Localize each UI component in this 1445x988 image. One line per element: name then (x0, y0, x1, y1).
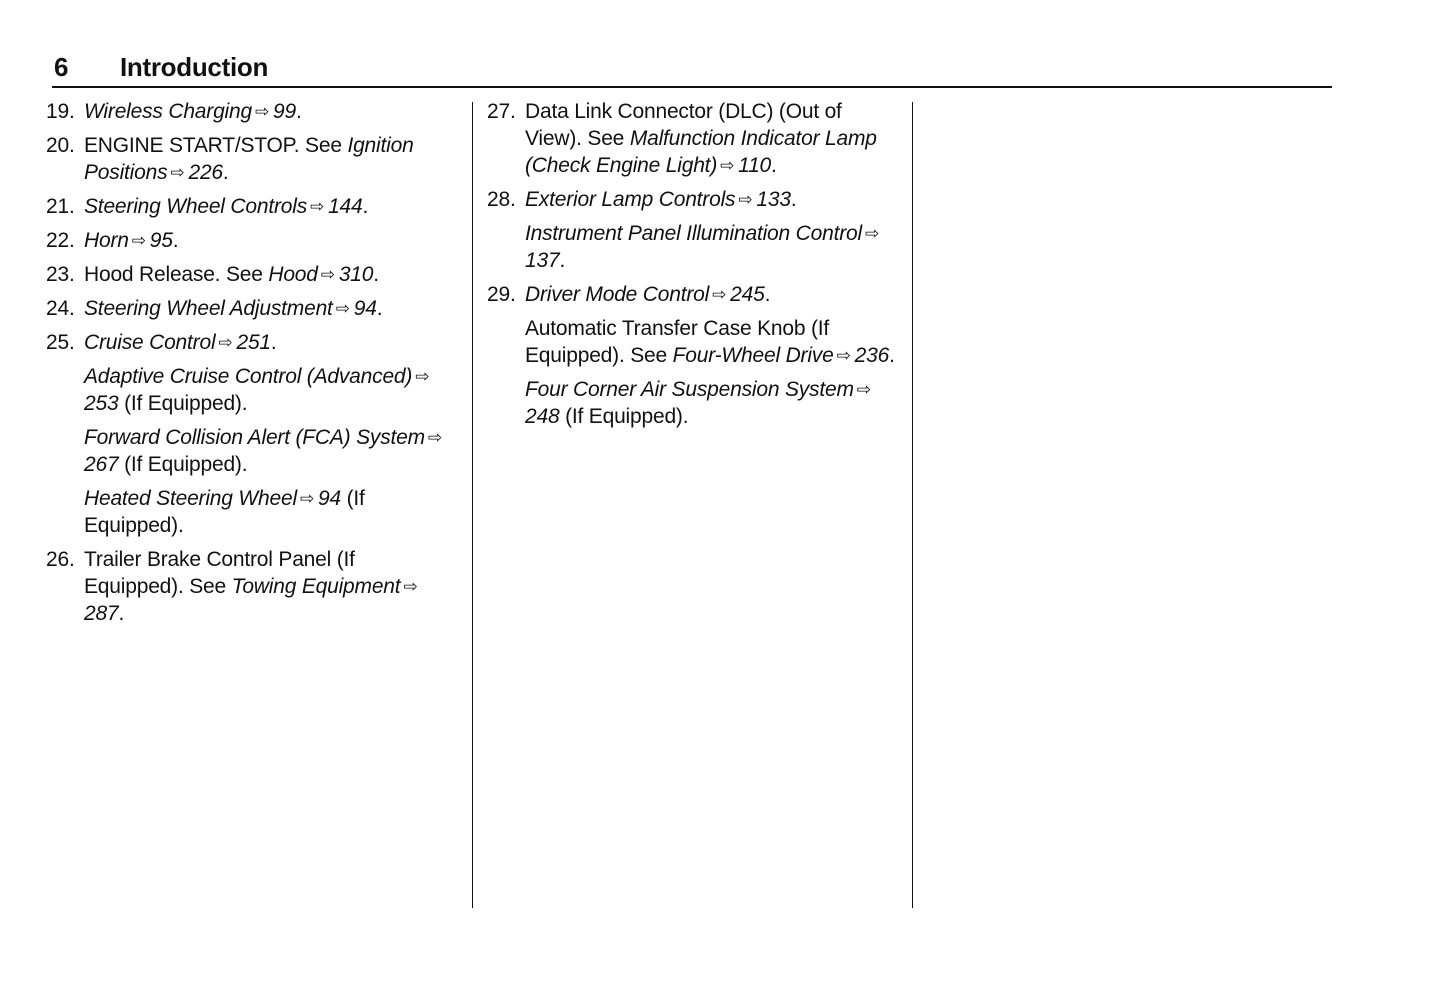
page-ref-arrow-icon: ⇨ (836, 346, 851, 365)
link-horn[interactable]: Horn (84, 229, 129, 252)
link-wireless-charging[interactable]: Wireless Charging (84, 100, 252, 123)
link-steering-wheel-controls[interactable]: Steering Wheel Controls (84, 195, 308, 218)
link-adaptive-cruise-control[interactable]: Adaptive Cruise Control (Advanced) (84, 365, 413, 388)
list-item-22: 22. Horn ⇨ 95. (46, 229, 179, 252)
item-number: 25. (46, 331, 75, 354)
page-ref-arrow-icon: ⇨ (310, 197, 325, 216)
item-number: 21. (46, 195, 75, 218)
sub-item-forward-collision (46, 424, 456, 478)
column-divider-left (472, 102, 473, 908)
page-ref[interactable]: 94 (317, 487, 341, 510)
link-instrument-panel-illumination[interactable]: Instrument Panel Illumination Control (525, 222, 862, 245)
item-text: Hood Release. See (84, 263, 269, 286)
sub-item-air-suspension (487, 376, 897, 430)
sub-item-instrument-panel: Instrument Panel Illumination Control ⇨137. (525, 222, 879, 272)
page-ref[interactable]: 267 (84, 453, 119, 476)
sub-item-transfer-case: Automatic Transfer Case Knob (If Equipped). See Four-Wheel Drive ⇨ 236. (525, 317, 895, 367)
page-ref[interactable]: 287 (84, 602, 119, 625)
page-ref-arrow-icon: ⇨ (415, 367, 430, 386)
page-ref-arrow-icon: ⇨ (218, 333, 233, 352)
link-towing-equipment[interactable]: Towing Equipment (231, 575, 401, 598)
link-heated-steering-wheel[interactable]: Heated Steering Wheel (84, 487, 297, 510)
link-malfunction-indicator-lamp[interactable]: Malfunction Indicator Lamp (Check Engine Light) (525, 127, 877, 177)
page-ref-arrow-icon: ⇨ (856, 380, 871, 399)
section-title: Introduction (120, 52, 269, 82)
page-ref-arrow-icon: ⇨ (427, 428, 442, 447)
link-exterior-lamp-controls[interactable]: Exterior Lamp Controls (525, 188, 736, 211)
page-ref[interactable]: 99 (273, 100, 296, 123)
link-hood[interactable]: Hood (268, 263, 318, 286)
item-number: 22. (46, 229, 75, 252)
page-ref-arrow-icon: ⇨ (335, 299, 350, 318)
page-ref-arrow-icon: ⇨ (720, 156, 735, 175)
item-text: (If Equipped). (118, 392, 248, 415)
page-ref-arrow-icon: ⇨ (254, 102, 270, 121)
link-four-corner-air-suspension[interactable]: Four Corner Air Suspension System (525, 378, 854, 401)
item-number: 28. (487, 188, 516, 211)
item-number: 24. (46, 297, 75, 320)
page-ref[interactable]: 245 (730, 283, 765, 306)
list-item-23: 23. Hood Release. See Hood ⇨ 310. (46, 263, 379, 286)
link-driver-mode-control[interactable]: Driver Mode Control (525, 283, 710, 306)
list-item-26: 26. Trailer Brake Control Panel (If Equipped). See Towing Equipment ⇨287. (46, 548, 418, 625)
item-text: (If Equipped). (84, 487, 365, 537)
item-number: 20. (46, 134, 75, 157)
item-number: 26. (46, 548, 75, 571)
item-text: (If Equipped). (118, 453, 248, 476)
page-ref[interactable]: 133 (756, 188, 791, 211)
column-divider-right (912, 102, 913, 908)
item-text: Automatic Transfer Case Knob (If Equipped). See (525, 317, 830, 367)
page-ref[interactable]: 253 (84, 392, 119, 415)
page-ref-arrow-icon: ⇨ (131, 231, 146, 250)
list-item-27: 27. Data Link Connector (DLC) (Out of View). See Malfunction Indicator Lamp (Check Engine Light) ⇨ 110. (487, 100, 877, 177)
page-ref-arrow-icon: ⇨ (864, 224, 879, 243)
page-ref[interactable]: 248 (525, 405, 560, 428)
page-ref[interactable]: 144 (328, 195, 363, 218)
item-text: Trailer Brake Control Panel (If Equipped). See (84, 548, 355, 598)
item-number: 29. (487, 283, 516, 306)
sub-item-adaptive-cruise (46, 363, 456, 417)
page-ref-arrow-icon: ⇨ (403, 577, 418, 596)
page-ref-arrow-icon: ⇨ (170, 163, 185, 182)
page-ref[interactable]: 95 (149, 229, 173, 252)
link-forward-collision-alert[interactable]: Forward Collision Alert (FCA) System (84, 426, 425, 449)
page-ref[interactable]: 310 (338, 263, 374, 286)
page-ref[interactable]: 110 (738, 154, 772, 177)
list-item-20: 20. ENGINE START/STOP. See Ignition Positions ⇨ 226. (46, 134, 414, 184)
page-header (52, 50, 1332, 88)
list-item-29: 29. Driver Mode Control ⇨ 245. (487, 283, 771, 306)
item-text: ENGINE START/STOP. See (84, 134, 348, 157)
page-number: 6 (54, 52, 69, 82)
link-steering-wheel-adjustment[interactable]: Steering Wheel Adjustment (84, 297, 333, 320)
item-text: (If Equipped). (559, 405, 689, 428)
list-item-25: 25. Cruise Control ⇨ 251. (46, 331, 277, 354)
item-number: 19. (46, 100, 75, 123)
item-number: 23. (46, 263, 75, 286)
list-item-19: 19. Wireless Charging ⇨ 99. (46, 100, 302, 123)
page-ref-arrow-icon: ⇨ (299, 489, 314, 508)
list-item-21: 21. Steering Wheel Controls ⇨ 144. (46, 195, 369, 218)
left-column (46, 98, 456, 634)
page-ref-arrow-icon: ⇨ (712, 285, 727, 304)
page-ref[interactable]: 226 (188, 161, 223, 184)
item-number: 27. (487, 100, 516, 123)
list-item-24: 24. Steering Wheel Adjustment ⇨ 94. (46, 297, 383, 320)
link-cruise-control[interactable]: Cruise Control (84, 331, 216, 354)
list-item-28: 28. Exterior Lamp Controls ⇨ 133. (487, 188, 797, 211)
link-ignition-positions[interactable]: Ignition Positions (84, 134, 414, 184)
middle-column (487, 98, 897, 437)
page-ref[interactable]: 137 (525, 249, 560, 272)
page-ref-arrow-icon: ⇨ (738, 190, 753, 209)
page-ref-arrow-icon: ⇨ (320, 265, 335, 284)
sub-item-heated-steering (46, 485, 456, 539)
page-ref[interactable]: 94 (353, 297, 377, 320)
page-ref[interactable]: 251 (236, 331, 271, 354)
item-text: Data Link Connector (DLC) (Out of View). See (525, 100, 842, 150)
link-four-wheel-drive[interactable]: Four-Wheel Drive (672, 344, 834, 367)
page-ref[interactable]: 236 (854, 344, 890, 367)
